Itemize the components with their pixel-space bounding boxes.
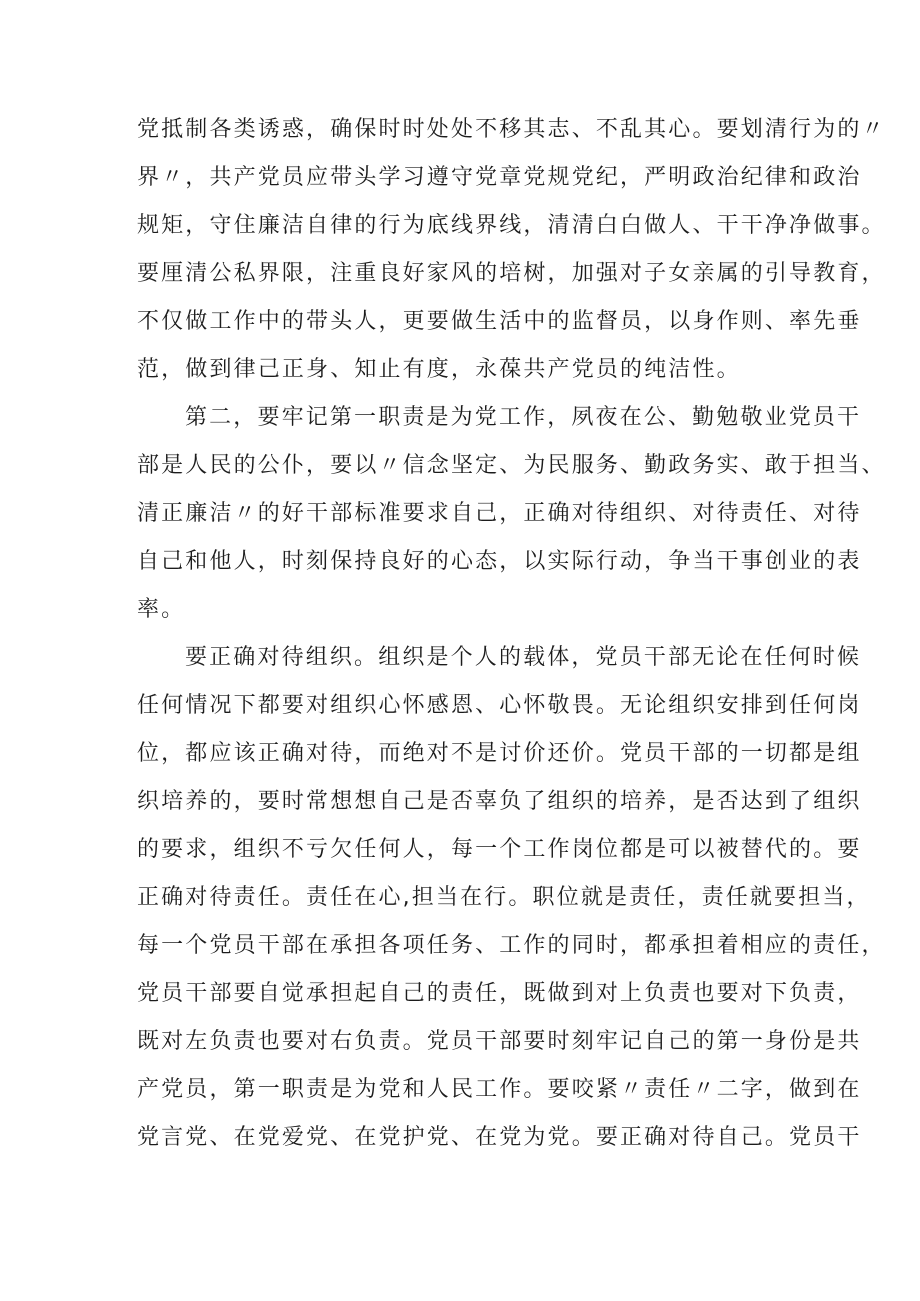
text-line: 清正廉洁〃的好干部标准要求自己，正确对待组织、对待责任、对待 bbox=[137, 501, 862, 526]
text-line: 党员干部要自觉承担起自己的责任，既做到对上负责也要对下负责， bbox=[137, 981, 862, 1006]
text-line: 的要求，组织不亏欠任何人，每一个工作岗位都是可以被替代的。要 bbox=[137, 837, 862, 862]
text-line: 位，都应该正确对待，而绝对不是讨价还价。党员干部的一切都是组 bbox=[137, 741, 862, 766]
text-line: 党言党、在党爱党、在党护党、在党为党。要正确对待自己。党员干 bbox=[137, 1125, 862, 1150]
text-line: 规矩，守住廉洁自律的行为底线界线，清清白白做人、干干净净做事。 bbox=[137, 213, 886, 238]
text-line: 每一个党员干部在承担各项任务、工作的同时，都承担着相应的责任， bbox=[137, 933, 886, 958]
text-line: 任何情况下都要对组织心怀感恩、心怀敬畏。无论组织安排到任何岗 bbox=[137, 693, 862, 718]
paragraph-first-line: 要正确对待组织。组织是个人的载体，党员干部无论在任何时候 bbox=[185, 645, 862, 670]
text-line: 产党员，第一职责是为党和人民工作。要咬紧〃责任〃二字，做到在 bbox=[137, 1077, 862, 1102]
text-line: 界〃，共产党员应带头学习遵守党章党规党纪，严明政治纪律和政治 bbox=[137, 165, 862, 190]
text-line: 不仅做工作中的带头人，更要做生活中的监督员，以身作则、率先垂 bbox=[137, 309, 862, 334]
paragraph-first-line: 第二，要牢记第一职责是为党工作，夙夜在公、勤勉敬业党员干 bbox=[185, 405, 862, 430]
text-line: 既对左负责也要对右负责。党员干部要时刻牢记自己的第一身份是共 bbox=[137, 1029, 862, 1054]
text-line: 率。 bbox=[137, 597, 186, 622]
text-line: 部是人民的公仆，要以〃信念坚定、为民服务、勤政务实、敢于担当、 bbox=[137, 453, 886, 478]
text-line: 自己和他人，时刻保持良好的心态，以实际行动，争当干事创业的表 bbox=[137, 549, 862, 574]
text-line: 要厘清公私界限，注重良好家风的培树，加强对子女亲属的引导教育， bbox=[137, 261, 886, 286]
text-line: 党抵制各类诱惑，确保时时处处不移其志、不乱其心。要划清行为的〃 bbox=[137, 117, 886, 142]
text-line: 织培养的，要时常想想自己是否辜负了组织的培养，是否达到了组织 bbox=[137, 789, 862, 814]
text-line: 正确对待责任。责任在心,担当在行。职位就是责任，责任就要担当， bbox=[137, 885, 871, 910]
text-line: 范，做到律己正身、知止有度，永葆共产党员的纯洁性。 bbox=[137, 357, 741, 382]
